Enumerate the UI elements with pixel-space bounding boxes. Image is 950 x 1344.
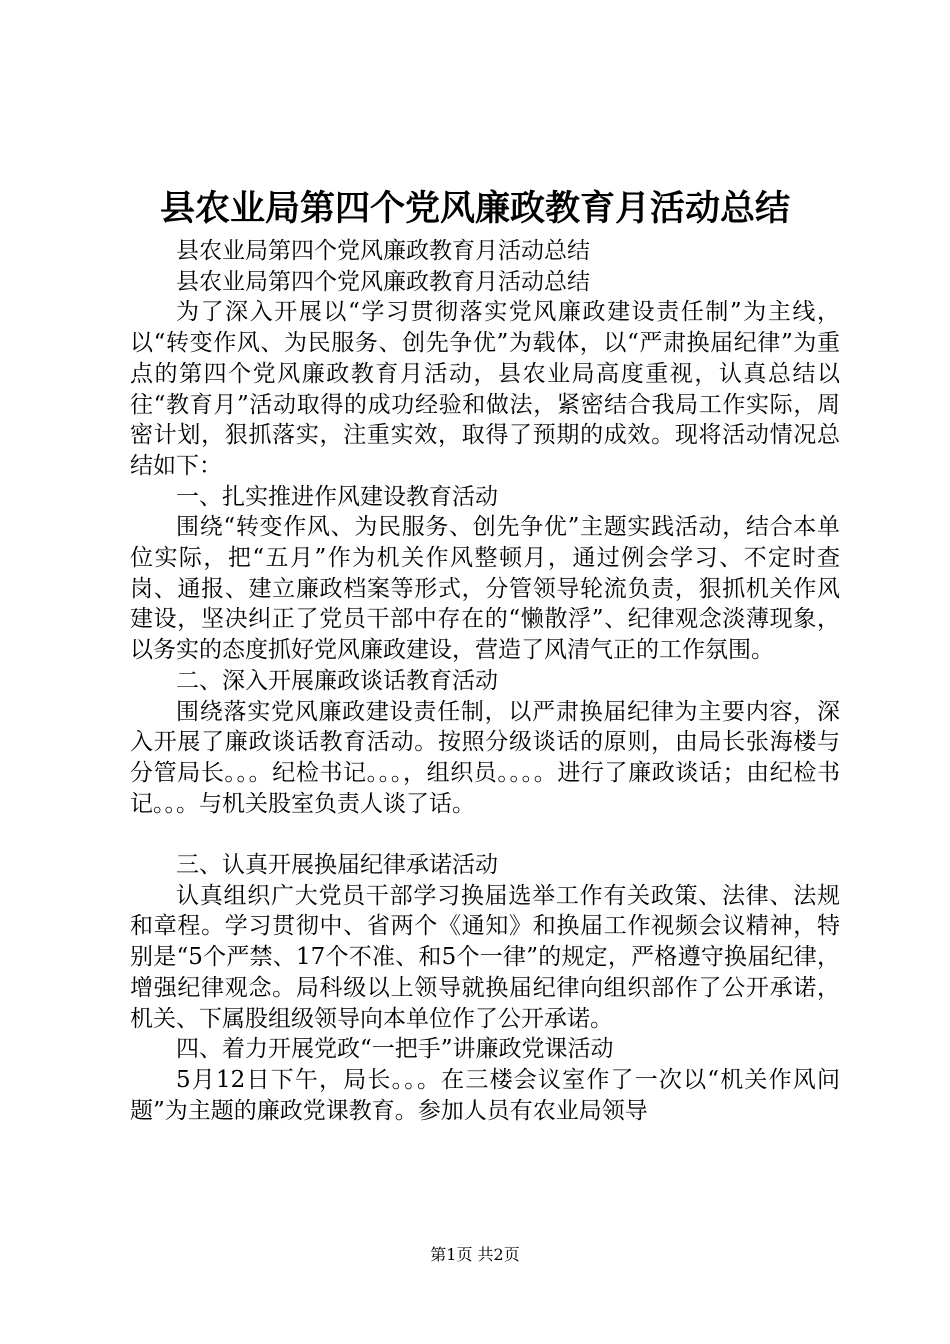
paragraph-section-3: 认真组织广大党员干部学习换届选举工作有关政策、法律、法规和章程。学习贯彻中、省两个《通知》和换届工作视频会议精神，特别是“5个严禁、17个不准、和5个一律”的规定，严格遵守换届纪律，增强纪律观念。局科级以上领导就换届纪律向组织部作了公开承诺，机关、下属股组级领导向本单位作了公开承诺。: [130, 882, 840, 1032]
section-heading-3: 三、认真开展换届纪律承诺活动: [176, 852, 498, 879]
document-title: 县农业局第四个党风廉政教育月活动总结: [159, 188, 790, 229]
paragraph-section-1: 围绕“转变作风、为民服务、创先争优”主题实践活动，结合本单位实际，把“五月”作为机关作风整顿月，通过例会学习、不定时查岗、通报、建立廉政档案等形式，分管领导轮流负责，狠抓机关作风建设，坚决纠正了党员干部中存在的“懒散浮”、纪律观念淡薄现象，以务实的态度抓好党风廉政建设，营造了风清气正的工作氛围。: [130, 514, 840, 664]
paragraph-subtitle-2: 县农业局第四个党风廉政教育月活动总结: [176, 268, 590, 295]
section-heading-4: 四、着力开展党政“一把手”讲廉政党课活动: [176, 1036, 614, 1063]
section-heading-2: 二、深入开展廉政谈话教育活动: [176, 667, 498, 694]
section-heading-1: 一、扎实推进作风建设教育活动: [176, 483, 498, 510]
paragraph-section-4: 5月12日下午，局长。。。在三楼会议室作了一次以“机关作风问题”为主题的廉政党课教育。参加人员有农业局领导: [130, 1066, 840, 1124]
paragraph-subtitle-1: 县农业局第四个党风廉政教育月活动总结: [176, 238, 590, 264]
paragraph-intro: 为了深入开展以“学习贯彻落实党风廉政建设责任制”为主线，以“转变作风、为民服务、创先争优”为载体，以“严肃换届纪律”为重点的第四个党风廉政教育月活动，县农业局高度重视，认真总结以往“教育月”活动取得的成功经验和做法，紧密结合我局工作实际，周密计划，狠抓落实，注重实效，取得了预期的成效。现将活动情况总结如下：: [130, 299, 840, 479]
page-footer: 第1页 共2页: [430, 1245, 520, 1264]
document-body: [130, 236, 840, 1126]
blank-line: [130, 819, 840, 850]
paragraph-section-2: 围绕落实党风廉政建设责任制，以严肃换届纪律为主要内容，深入开展了廉政谈话教育活动。按照分级谈话的原则，由局长张海楼与分管局长。。。纪检书记。。。，组织员。。。。进行了廉政谈话；由纪检书记。。。与机关股室负责人谈了话。: [130, 698, 840, 817]
